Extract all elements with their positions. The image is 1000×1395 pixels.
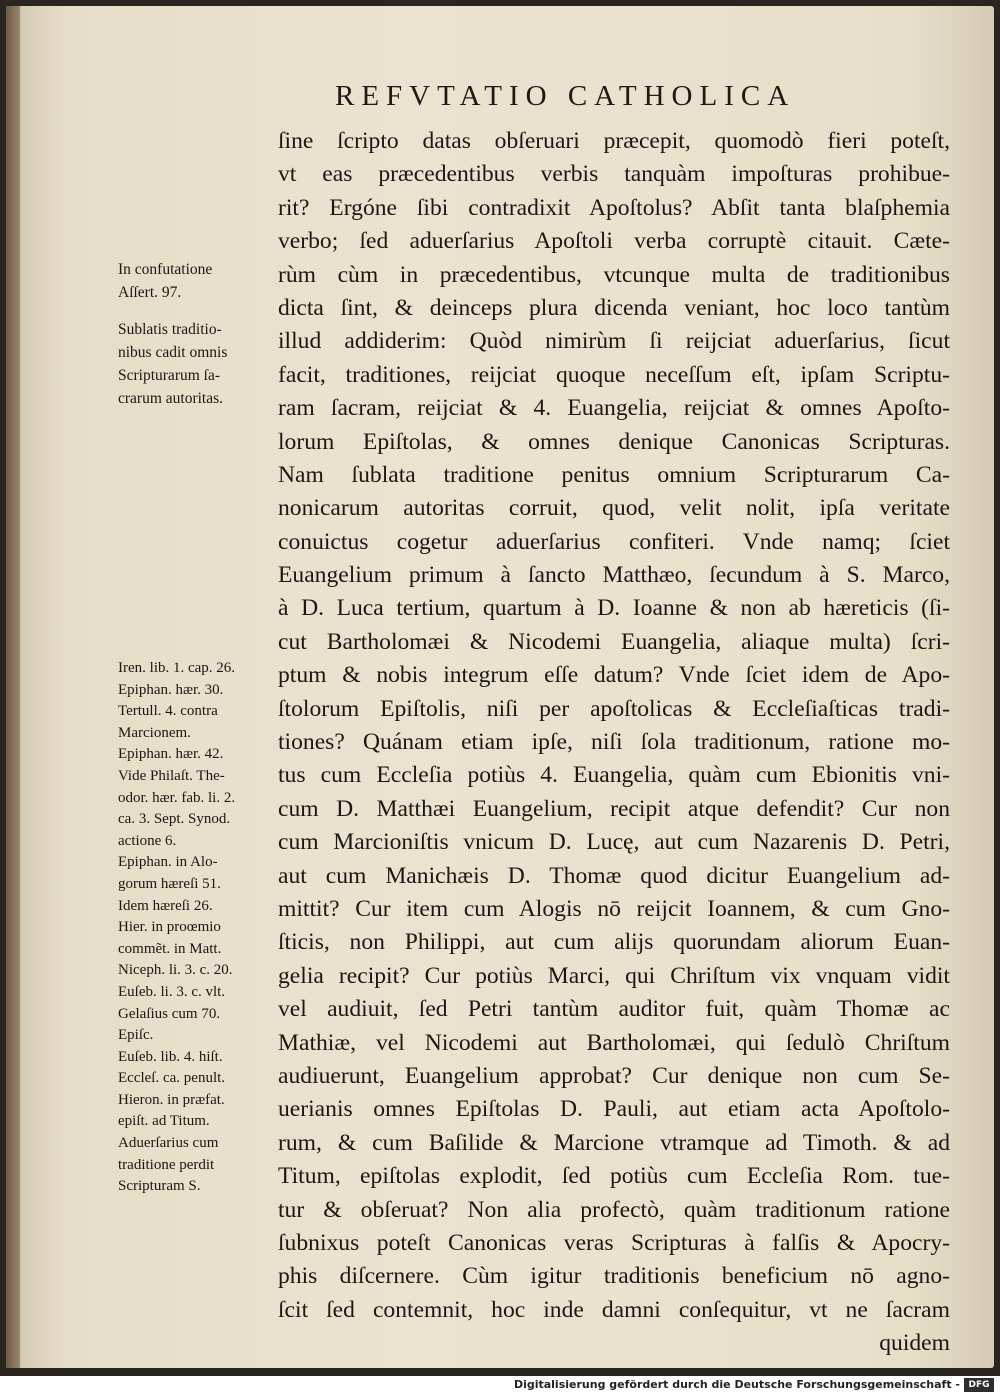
margin-note-line: epiſt. ad Titum. (118, 1113, 210, 1130)
margin-note-references (118, 658, 278, 1198)
margin-note-line: Scripturam S. (118, 1178, 201, 1195)
text-line: rit? Ergóne ſibi contradixit Apoſtolus? Abſit tanta blaſphemia (278, 194, 950, 221)
margin-note-line: nibus cadit omnis (118, 344, 228, 361)
text-line: cum D. Matthæi Euangelium, recipit atque defendit? Cur non (278, 795, 950, 822)
margin-note-line: Hieron. in præfat. (118, 1091, 225, 1108)
text-line: à D. Luca tertium, quartum à D. Ioanne & non ab hæreticis (ſi- (278, 595, 950, 622)
margin-note-line: commẽt. in Matt. (118, 940, 222, 957)
text-line: aut cum Manichæis D. Thomæ quod dicitur Euangelium ad- (278, 862, 950, 889)
text-line: ſcit ſed contemnit, hoc inde damni conſequitur, vt ne ſacram (278, 1296, 950, 1323)
margin-note-line: traditione perdit (118, 1156, 215, 1173)
text-line: illud addiderim: Quòd nimirùm ſi reijciat aduerſarius, ſicut (278, 328, 950, 355)
margin-note-line: Gelaſius cum 70. (118, 1005, 221, 1022)
text-line: Euangelium primum à ſancto Matthæo, ſecundum à S. Marco, (278, 562, 950, 589)
text-line: phis diſcernere. Cùm igitur traditionis beneficium nō agno- (278, 1263, 950, 1290)
footer-credit: Digitalisierung gefördert durch die Deutsche Forschungsgemeinschaft - (513, 1378, 960, 1391)
text-line: conuictus cogetur aduerſarius confiteri. Vnde namq; ſciet (278, 528, 950, 555)
text-line: cut Bartholomæi & Nicodemi Euangelia, aliaque multa) ſcri- (278, 628, 950, 655)
text-line: rum, & cum Baſilide & Marcione vtramque ad Timoth. & ad (278, 1129, 950, 1156)
text-line: verbo; ſed aduerſarius Apoſtoli verba corruptè citauit. Cæte- (278, 228, 950, 255)
text-line: rùm cùm in præcedentibus, vtcunque multa de traditionibus (278, 261, 950, 288)
margin-note-line: actione 6. (118, 832, 177, 849)
text-line: quidem (879, 1330, 950, 1357)
margin-note-line: Hier. in proœmio (118, 919, 221, 936)
margin-note-line: Scripturarum ſa- (118, 367, 221, 384)
margin-note-line: Marcionem. (118, 724, 191, 741)
margin-note-line: Euſeb. lib. 4. hiſt. (118, 1048, 223, 1065)
margin-note-line: In confutatione (118, 261, 213, 278)
margin-note-line: Sublatis traditio- (118, 321, 222, 338)
text-line: gelia recipit? Cur potiùs Marci, qui Chriſtum vix vnquam vidit (278, 962, 950, 989)
text-line: tus cum Eccleſia potiùs 4. Euangelia, quàm cum Ebionitis vni- (278, 762, 950, 789)
margin-note-line: odor. hær. fab. li. 2. (118, 789, 236, 806)
text-line: tur & obſeruat? Non alia profectò, quàm traditionum ratione (278, 1196, 950, 1223)
margin-note-line: Euſeb. li. 3. c. vlt. (118, 983, 226, 1000)
digitization-footer (0, 1376, 1000, 1395)
margin-note-line: Aſſert. 97. (118, 284, 182, 301)
text-line: ſtolorum Epiſtolis, niſi per apoſtolicas & Eccleſiaſticas tradi- (278, 695, 950, 722)
text-line: audiuerunt, Euangelium approbat? Cur denique non cum Se- (278, 1062, 950, 1089)
text-line: cum Marcioniſtis vnicum D. Lucę, aut cum Nazarenis D. Petri, (278, 829, 950, 856)
text-line: lorum Epiſtolas, & omnes denique Canonicas Scripturas. (278, 428, 950, 455)
text-line: ptum & nobis integrum eſſe datum? Vnde ſciet idem de Apo- (278, 662, 950, 689)
main-text-block (278, 125, 950, 1360)
page-binding-shadow (6, 6, 20, 1368)
text-line: ram ſacram, reijciat & 4. Euangelia, reijciat & omnes Apoſto- (278, 395, 950, 422)
text-line: Nam ſublata traditione penitus omnium Scripturarum Ca- (278, 461, 950, 488)
text-line: facit, traditiones, reijciat quoque neceſſum eſt, ipſam Scriptu- (278, 361, 950, 388)
margin-note-line: Eccleſ. ca. penult. (118, 1070, 226, 1087)
margin-note-line: Aduerſarius cum (118, 1135, 219, 1152)
margin-note-line: crarum autoritas. (118, 390, 224, 407)
text-line: nonicarum autoritas corruit, quod, velit nolit, ipſa veritate (278, 495, 950, 522)
dfg-logo: DFG (964, 1378, 994, 1392)
margin-note-line: Tertull. 4. contra (118, 703, 218, 720)
margin-note-line: Iren. lib. 1. cap. 26. (118, 660, 236, 676)
margin-note-line: Vide Philaſt. The- (118, 767, 225, 784)
text-line: Titum, epiſtolas explodit, ſed potiùs cum Eccleſia Rom. tue- (278, 1163, 950, 1190)
margin-note-line: Idem hæreſi 26. (118, 897, 213, 914)
text-line: vt eas præcedentibus verbis tanquàm impoſturas prohibue- (278, 161, 950, 188)
margin-note-sublatis (118, 318, 278, 410)
text-line: ſticis, non Philippi, aut cum alijs quorundam aliorum Euan- (278, 929, 950, 956)
running-head: REFVTATIO CATHOLICA (335, 80, 796, 112)
margin-note-line: gorum hæreſi 51. (118, 875, 221, 892)
text-line: ſubnixus poteſt Canonicas veras Scripturas à falſis & Apocry- (278, 1229, 950, 1256)
margin-note-line: Epiphan. hær. 30. (118, 681, 224, 698)
text-line: mittit? Cur item cum Alogis nō reijcit Ioannem, & cum Gno- (278, 895, 950, 922)
text-line: uerianis omnes Epiſtolas D. Pauli, aut etiam acta Apoſtolo- (278, 1096, 950, 1123)
margin-note-line: Epiphan. in Alo- (118, 854, 218, 871)
margin-note-line: Niceph. li. 3. c. 20. (118, 962, 233, 979)
margin-note-line: Epiſc. (118, 1027, 154, 1044)
text-line: dicta ſint, & deinceps plura dicenda veniant, hoc loco tantùm (278, 294, 950, 321)
margin-note-line: Epiphan. hær. 42. (118, 746, 224, 763)
text-line: ſine ſcripto datas obſeruari præcepit, quomodò fieri poteſt, (278, 128, 950, 154)
text-line: vel audiuit, ſed Petri tantùm auditor fuit, quàm Thomæ ac (278, 996, 950, 1023)
margin-note-line: ca. 3. Sept. Synod. (118, 811, 231, 828)
text-line: tiones? Quánam etiam ipſe, niſi ſola traditionum, ratione mo- (278, 729, 950, 756)
text-line: Mathiæ, vel Nicodemi aut Bartholomæi, qui ſedulò Chriſtum (278, 1029, 950, 1056)
margin-note-confutatione (118, 258, 278, 304)
